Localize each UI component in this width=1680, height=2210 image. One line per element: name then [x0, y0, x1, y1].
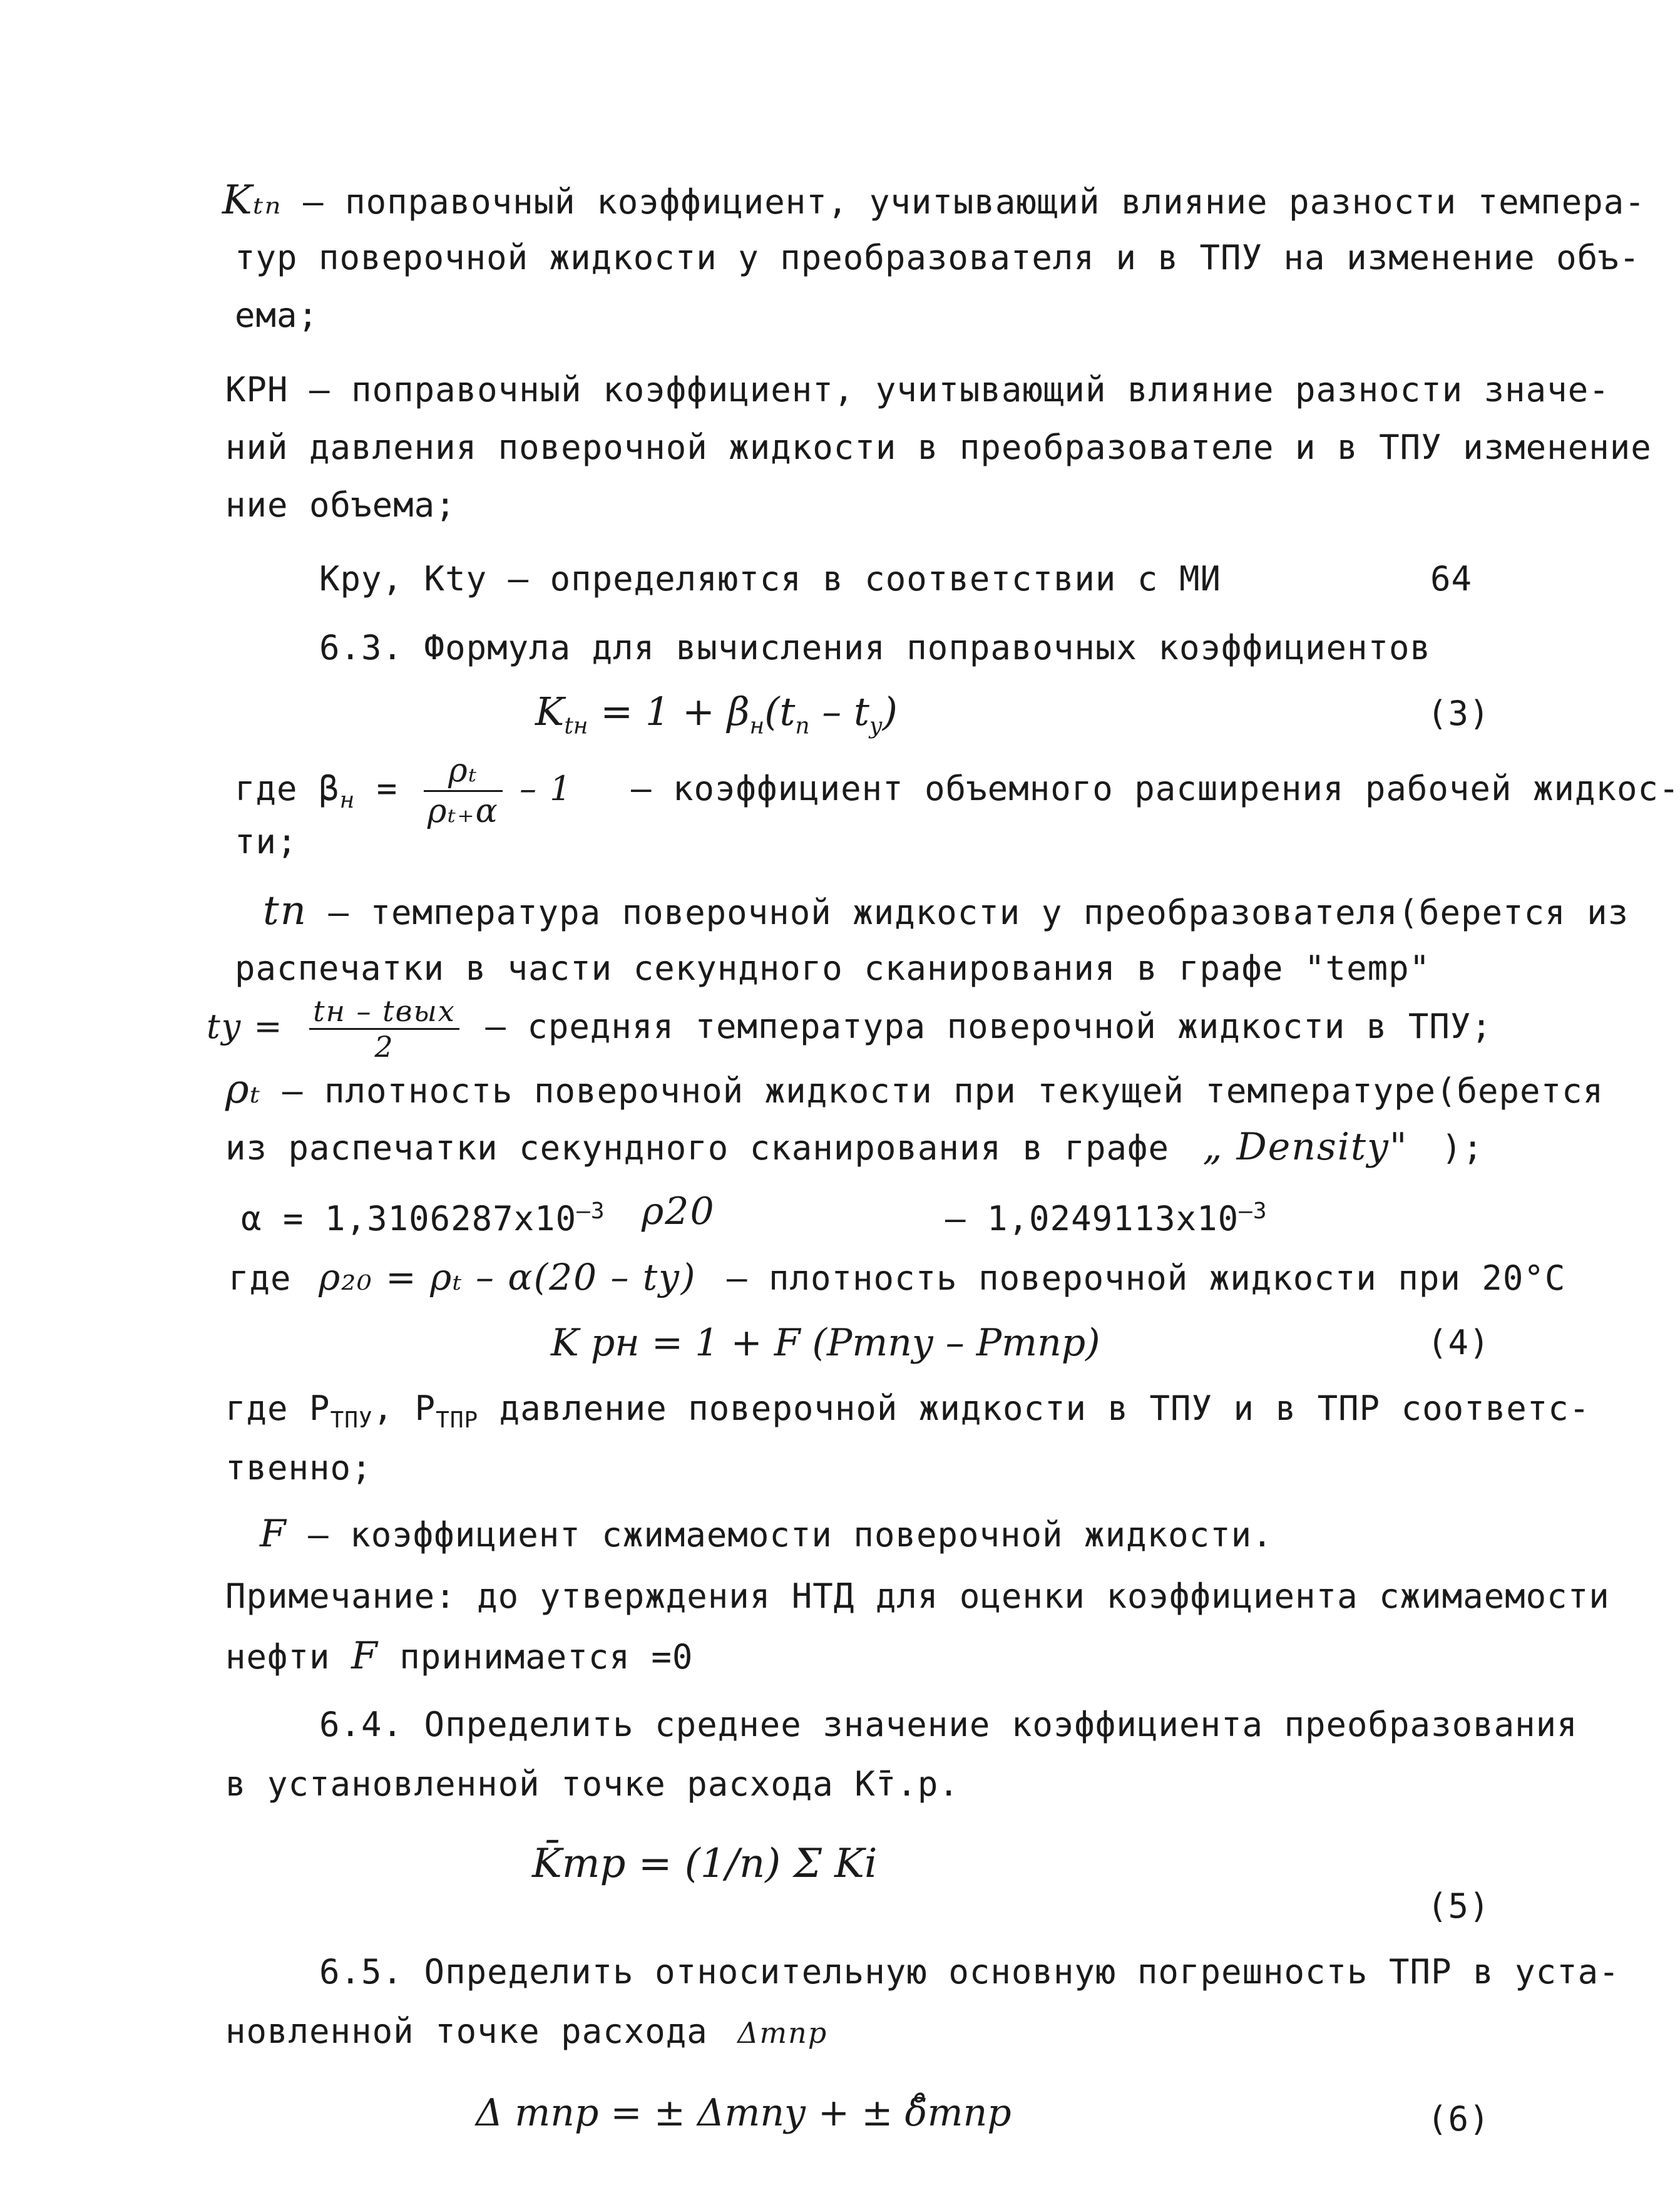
mi-number: 64	[1430, 559, 1473, 599]
equation-3: $K_{tн} = 1 + \beta_н(t_п - t_у)$	[535, 689, 898, 739]
line-2: тур поверочной жидкости у преобразователя и в ТПУ на изменение объ-	[235, 238, 1641, 277]
line-6: ние объема;	[225, 485, 456, 525]
equation-6: Δ тпр = ± Δтпу + ± δ̊тпр	[476, 2091, 1012, 2135]
line-10: ти;	[235, 822, 298, 861]
ty-fraction: $\frac{\text{tн – tвых}}{2}$	[309, 994, 459, 1064]
line-ty: ty = $\frac{\text{tн – tвых}}{2}$ – средняя температура поверочной жидкости в ТПУ;	[207, 994, 1492, 1064]
equation-5: K̄тр = (1/n) Σ Ki	[532, 1841, 878, 1887]
equation-4-number: (4)	[1427, 1323, 1490, 1362]
line-26: новленной точке расхода Δтпр	[225, 2012, 828, 2051]
line-12: распечатки в части секундного сканирования в графе "temp"	[235, 948, 1431, 988]
beta-fraction: $\frac{\text{ρₜ}}{\text{ρₜ₊α}}$	[424, 751, 503, 831]
line-krn: КРН – поправочный коэффициент, учитывающий влияние разности значе-	[225, 370, 1610, 409]
handwritten-density: „ Density"	[1202, 1125, 1408, 1169]
line-tn: tп – температура поверочной жидкости у преобразователя(берется из	[263, 888, 1629, 934]
section-6-5: 6.5. Определить относительную основную погрешность ТПР в уста-	[319, 1952, 1620, 1992]
line-f: F – коэффициент сжимаемости поверочной жидкости.	[260, 1512, 1273, 1556]
equation-4: K рн = 1 + F (Pтпу – Pтпр)	[551, 1321, 1100, 1365]
line-17: где ρ₂₀ = ρₜ – α(20 – tу) – плотность поверочной жидкости при 20°С	[228, 1256, 1566, 1298]
note-line: Примечание: до утверждения НТД для оценки коэффициента сжимаемости	[225, 1576, 1610, 1616]
line-24: в установленной точке расхода К̄т.р.	[225, 1764, 960, 1804]
line-3: ема;	[235, 296, 319, 335]
line-alpha: $\alpha = 1,3106287х10^{-3}$	[241, 1198, 605, 1238]
line-kru: Кру, Кty – определяются в соответствии с МИ	[319, 559, 1221, 599]
equation-5-number: (5)	[1427, 1886, 1490, 1926]
line-15: из распечатки секундного сканирования в графе „ Density" );	[225, 1125, 1484, 1169]
note-line-2: нефти F принимается =0	[225, 1634, 694, 1678]
section-6-4: 6.4. Определить среднее значение коэффициента преобразования	[319, 1705, 1578, 1744]
line-rho: ρₜ – плотность поверочной жидкости при текущей температуре(берется	[225, 1066, 1604, 1113]
symbol-ktn: Kₜₙ	[222, 177, 282, 224]
section-6-3: 6.3. Формула для вычисления поправочных коэффициентов	[319, 628, 1432, 667]
equation-3-number: (3)	[1427, 694, 1490, 733]
line-5: ний давления поверочной жидкости в преобразователе и в ТПУ изменение	[225, 428, 1652, 467]
line-19: твенно;	[225, 1448, 372, 1488]
line-ktn: Kₜₙ – поправочный коэффициент, учитывающий влияние разности темпера-	[222, 177, 1646, 224]
rho-20: ρ20	[642, 1190, 715, 1233]
equation-6-number: (6)	[1427, 2099, 1490, 2139]
line-beta: где $\beta_н$ = $\frac{\text{ρₜ}}{\text{ρₜ₊α}}$ – 1 – коэффициент объемного расширения рабочей жидкос-	[235, 751, 1680, 830]
line-rho-value: – $1,0249113х10^{-3}$	[945, 1198, 1268, 1238]
line-18: где $Р_{ТПУ}$, $Р_{ТПР}$ давление поверочной жидкости в ТПУ и в ТПР соответс-	[225, 1389, 1590, 1433]
